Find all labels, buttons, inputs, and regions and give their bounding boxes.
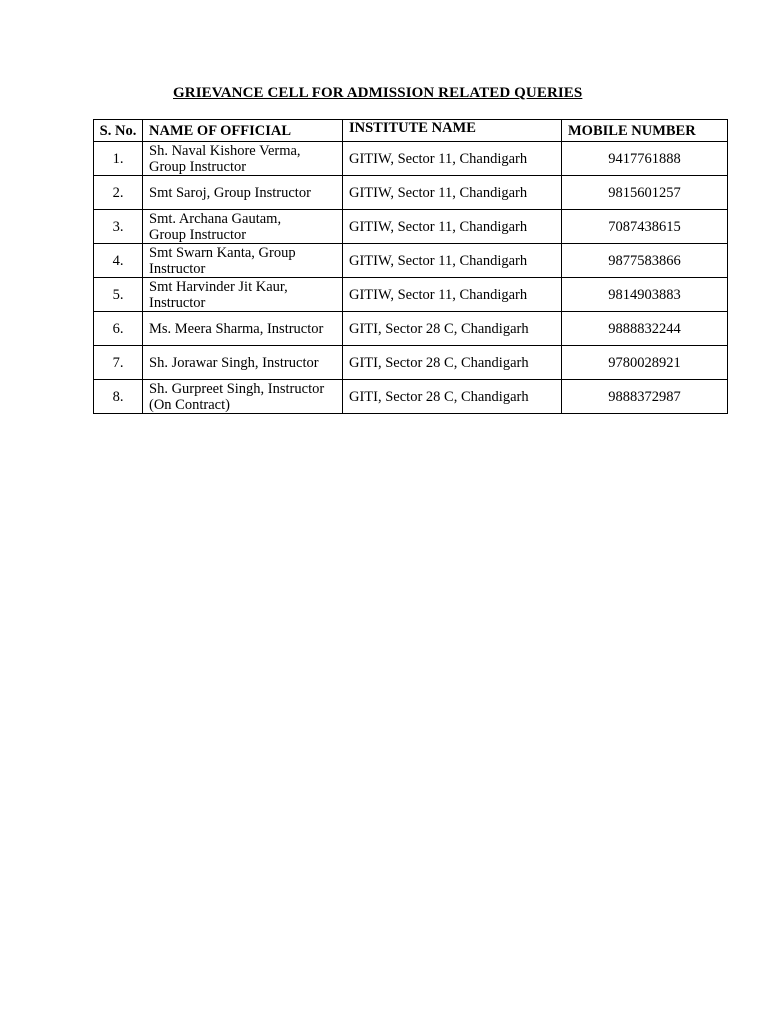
official-name-cell	[143, 312, 343, 346]
official-name-cell	[143, 278, 343, 312]
table-body	[94, 142, 728, 414]
official-name-cell	[143, 210, 343, 244]
mobile-number-cell: 7087438615	[562, 210, 728, 244]
table-row	[94, 210, 728, 244]
institute-name-cell: GITI, Sector 28 C, Chandigarh	[343, 346, 562, 380]
serial-number-cell: 7.	[94, 346, 143, 380]
official-name-cell	[143, 244, 343, 278]
mobile-number-cell: 9780028921	[562, 346, 728, 380]
table-row	[94, 346, 728, 380]
official-name-line: Sh. Naval Kishore Verma,	[149, 142, 301, 159]
institute-name-cell: GITI, Sector 28 C, Chandigarh	[343, 312, 562, 346]
mobile-number-cell: 9888372987	[562, 380, 728, 414]
institute-name-cell: GITIW, Sector 11, Chandigarh	[343, 210, 562, 244]
header-mobile-number: MOBILE NUMBER	[562, 120, 728, 142]
institute-name-cell: GITIW, Sector 11, Chandigarh	[343, 142, 562, 176]
mobile-number-cell: 9417761888	[562, 142, 728, 176]
table-row	[94, 312, 728, 346]
official-name-line: Sh. Gurpreet Singh, Instructor	[149, 380, 325, 397]
official-name-line: Ms. Meera Sharma, Instructor	[149, 320, 324, 337]
institute-name-cell: GITIW, Sector 11, Chandigarh	[343, 278, 562, 312]
official-name-line: Smt Swarn Kanta, Group	[149, 244, 296, 261]
grievance-table	[93, 119, 728, 414]
table-header-row	[94, 120, 728, 142]
official-name-line: Smt Saroj, Group Instructor	[149, 184, 311, 201]
official-name-cell	[143, 346, 343, 380]
header-serial-number: S. No.	[94, 120, 143, 142]
official-name-cell	[143, 142, 343, 176]
institute-name-cell: GITIW, Sector 11, Chandigarh	[343, 176, 562, 210]
header-institute-name: INSTITUTE NAME	[343, 120, 562, 142]
mobile-number-cell: 9814903883	[562, 278, 728, 312]
official-name-line: Smt. Archana Gautam,	[149, 210, 282, 227]
table-row	[94, 176, 728, 210]
official-designation-line: Instructor	[149, 294, 206, 311]
official-name-cell	[143, 176, 343, 210]
table-row	[94, 380, 728, 414]
document-title: GRIEVANCE CELL FOR ADMISSION RELATED QUERIES	[173, 85, 583, 101]
institute-name-cell: GITI, Sector 28 C, Chandigarh	[343, 380, 562, 414]
table-row	[94, 278, 728, 312]
mobile-number-cell: 9877583866	[562, 244, 728, 278]
official-name-line: Smt Harvinder Jit Kaur,	[149, 278, 288, 295]
serial-number-cell: 4.	[94, 244, 143, 278]
mobile-number-cell: 9815601257	[562, 176, 728, 210]
serial-number-cell: 8.	[94, 380, 143, 414]
serial-number-cell: 1.	[94, 142, 143, 176]
official-designation-line: (On Contract)	[149, 396, 230, 413]
serial-number-cell: 3.	[94, 210, 143, 244]
serial-number-cell: 6.	[94, 312, 143, 346]
official-designation-line: Group Instructor	[149, 226, 247, 243]
serial-number-cell: 5.	[94, 278, 143, 312]
institute-name-cell: GITIW, Sector 11, Chandigarh	[343, 244, 562, 278]
official-name-line: Sh. Jorawar Singh, Instructor	[149, 354, 319, 371]
official-name-cell	[143, 380, 343, 414]
mobile-number-cell: 9888832244	[562, 312, 728, 346]
official-designation-line: Group Instructor	[149, 158, 247, 175]
table-row	[94, 142, 728, 176]
official-designation-line: Instructor	[149, 260, 206, 277]
serial-number-cell: 2.	[94, 176, 143, 210]
table-row	[94, 244, 728, 278]
header-official-name: NAME OF OFFICIAL	[143, 120, 343, 142]
